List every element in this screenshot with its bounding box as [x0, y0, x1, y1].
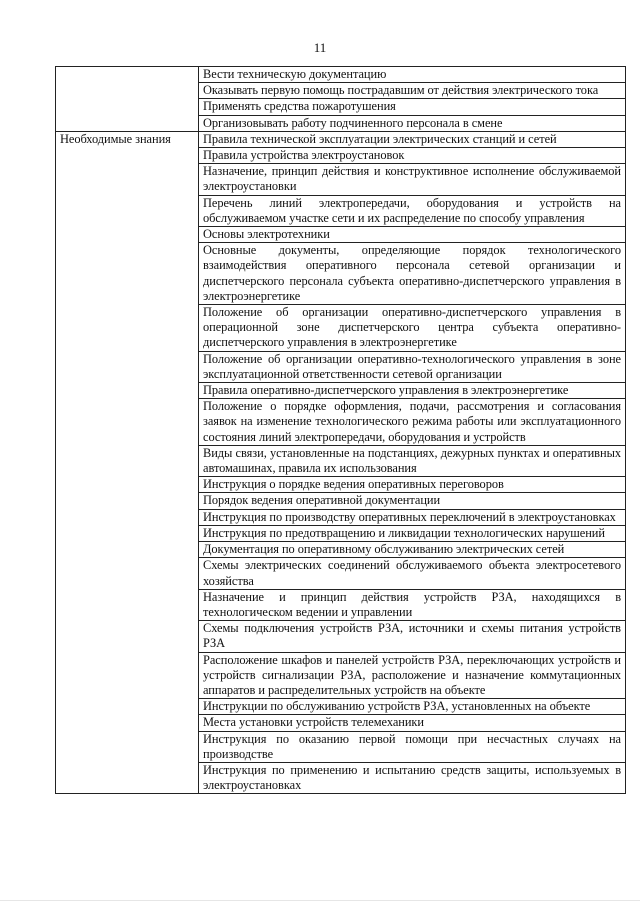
- requirement-cell: Перечень линий электропередачи, оборудования и устройств на обслуживаемом участке сети и их распределение по способу управления: [199, 195, 626, 226]
- table-row: [56, 131, 626, 147]
- requirement-cell: Положение об организации оперативно-технологического управления в зоне эксплуатационной ответственности сетевой организации: [199, 351, 626, 382]
- section-label-cell: [56, 67, 199, 132]
- requirement-cell: Основные документы, определяющие порядок технологического взаимодействия оперативного персонала сетевой организации и диспетчерского персонала субъекта оперативно-диспетчерского управления в электроэнергетике: [199, 243, 626, 305]
- requirement-cell: Вести техническую документацию: [199, 67, 626, 83]
- requirement-cell: Назначение, принцип действия и конструктивное исполнение обслуживаемой электроустановки: [199, 164, 626, 195]
- requirement-cell: Назначение и принцип действия устройств РЗА, находящихся в технологическом ведении и управлении: [199, 589, 626, 620]
- requirement-cell: Места установки устройств телемеханики: [199, 715, 626, 731]
- requirement-cell: Инструкция по оказанию первой помощи при несчастных случаях на производстве: [199, 731, 626, 762]
- page-bottom-edge: [0, 900, 640, 901]
- requirement-cell: Применять средства пожаротушения: [199, 99, 626, 115]
- requirement-cell: Расположение шкафов и панелей устройств РЗА, переключающих устройств и устройств сигнализации РЗА, расположение и назначение коммутационных аппаратов и распределительных устройств на объекте: [199, 652, 626, 699]
- page-number: 11: [313, 40, 327, 55]
- table-row: [56, 67, 626, 83]
- requirement-cell: Виды связи, установленные на подстанциях, дежурных пунктах и оперативных автомашинах, правила их использования: [199, 445, 626, 476]
- requirement-cell: Порядок ведения оперативной документации: [199, 493, 626, 509]
- requirement-cell: Инструкция по применению и испытанию средств защиты, используемых в электроустановках: [199, 762, 626, 793]
- section-label-cell: Необходимые знания: [56, 131, 199, 794]
- requirement-cell: Инструкции по обслуживанию устройств РЗА, установленных на объекте: [199, 699, 626, 715]
- requirement-cell: Инструкция о порядке ведения оперативных переговоров: [199, 477, 626, 493]
- requirement-cell: Инструкция по предотвращению и ликвидации технологических нарушений: [199, 525, 626, 541]
- qualification-table-container: [55, 66, 621, 794]
- qualification-table: [55, 66, 626, 794]
- requirement-cell: Правила оперативно-диспетчерского управления в электроэнергетике: [199, 383, 626, 399]
- requirement-cell: Схемы подключения устройств РЗА, источники и схемы питания устройств РЗА: [199, 621, 626, 652]
- table-body: [56, 67, 626, 794]
- requirement-cell: Положение об организации оперативно-диспетчерского управления в операционной зоне диспетчерского центра субъекта оперативно-диспетчерского управления в электроэнергетике: [199, 305, 626, 352]
- requirement-cell: Положение о порядке оформления, подачи, рассмотрения и согласования заявок на изменение технологического режима работы или эксплуатационного состояния линий электропередачи, оборудования и устройств: [199, 399, 626, 446]
- requirement-cell: Основы электротехники: [199, 227, 626, 243]
- requirement-cell: Организовывать работу подчиненного персонала в смене: [199, 115, 626, 131]
- requirement-cell: Правила устройства электроустановок: [199, 148, 626, 164]
- requirement-cell: Оказывать первую помощь пострадавшим от действия электрического тока: [199, 83, 626, 99]
- requirement-cell: Документация по оперативному обслуживанию электрических сетей: [199, 542, 626, 558]
- requirement-cell: Инструкция по производству оперативных переключений в электроустановках: [199, 509, 626, 525]
- requirement-cell: Правила технической эксплуатации электрических станций и сетей: [199, 131, 626, 147]
- requirement-cell: Схемы электрических соединений обслуживаемого объекта электросетевого хозяйства: [199, 558, 626, 589]
